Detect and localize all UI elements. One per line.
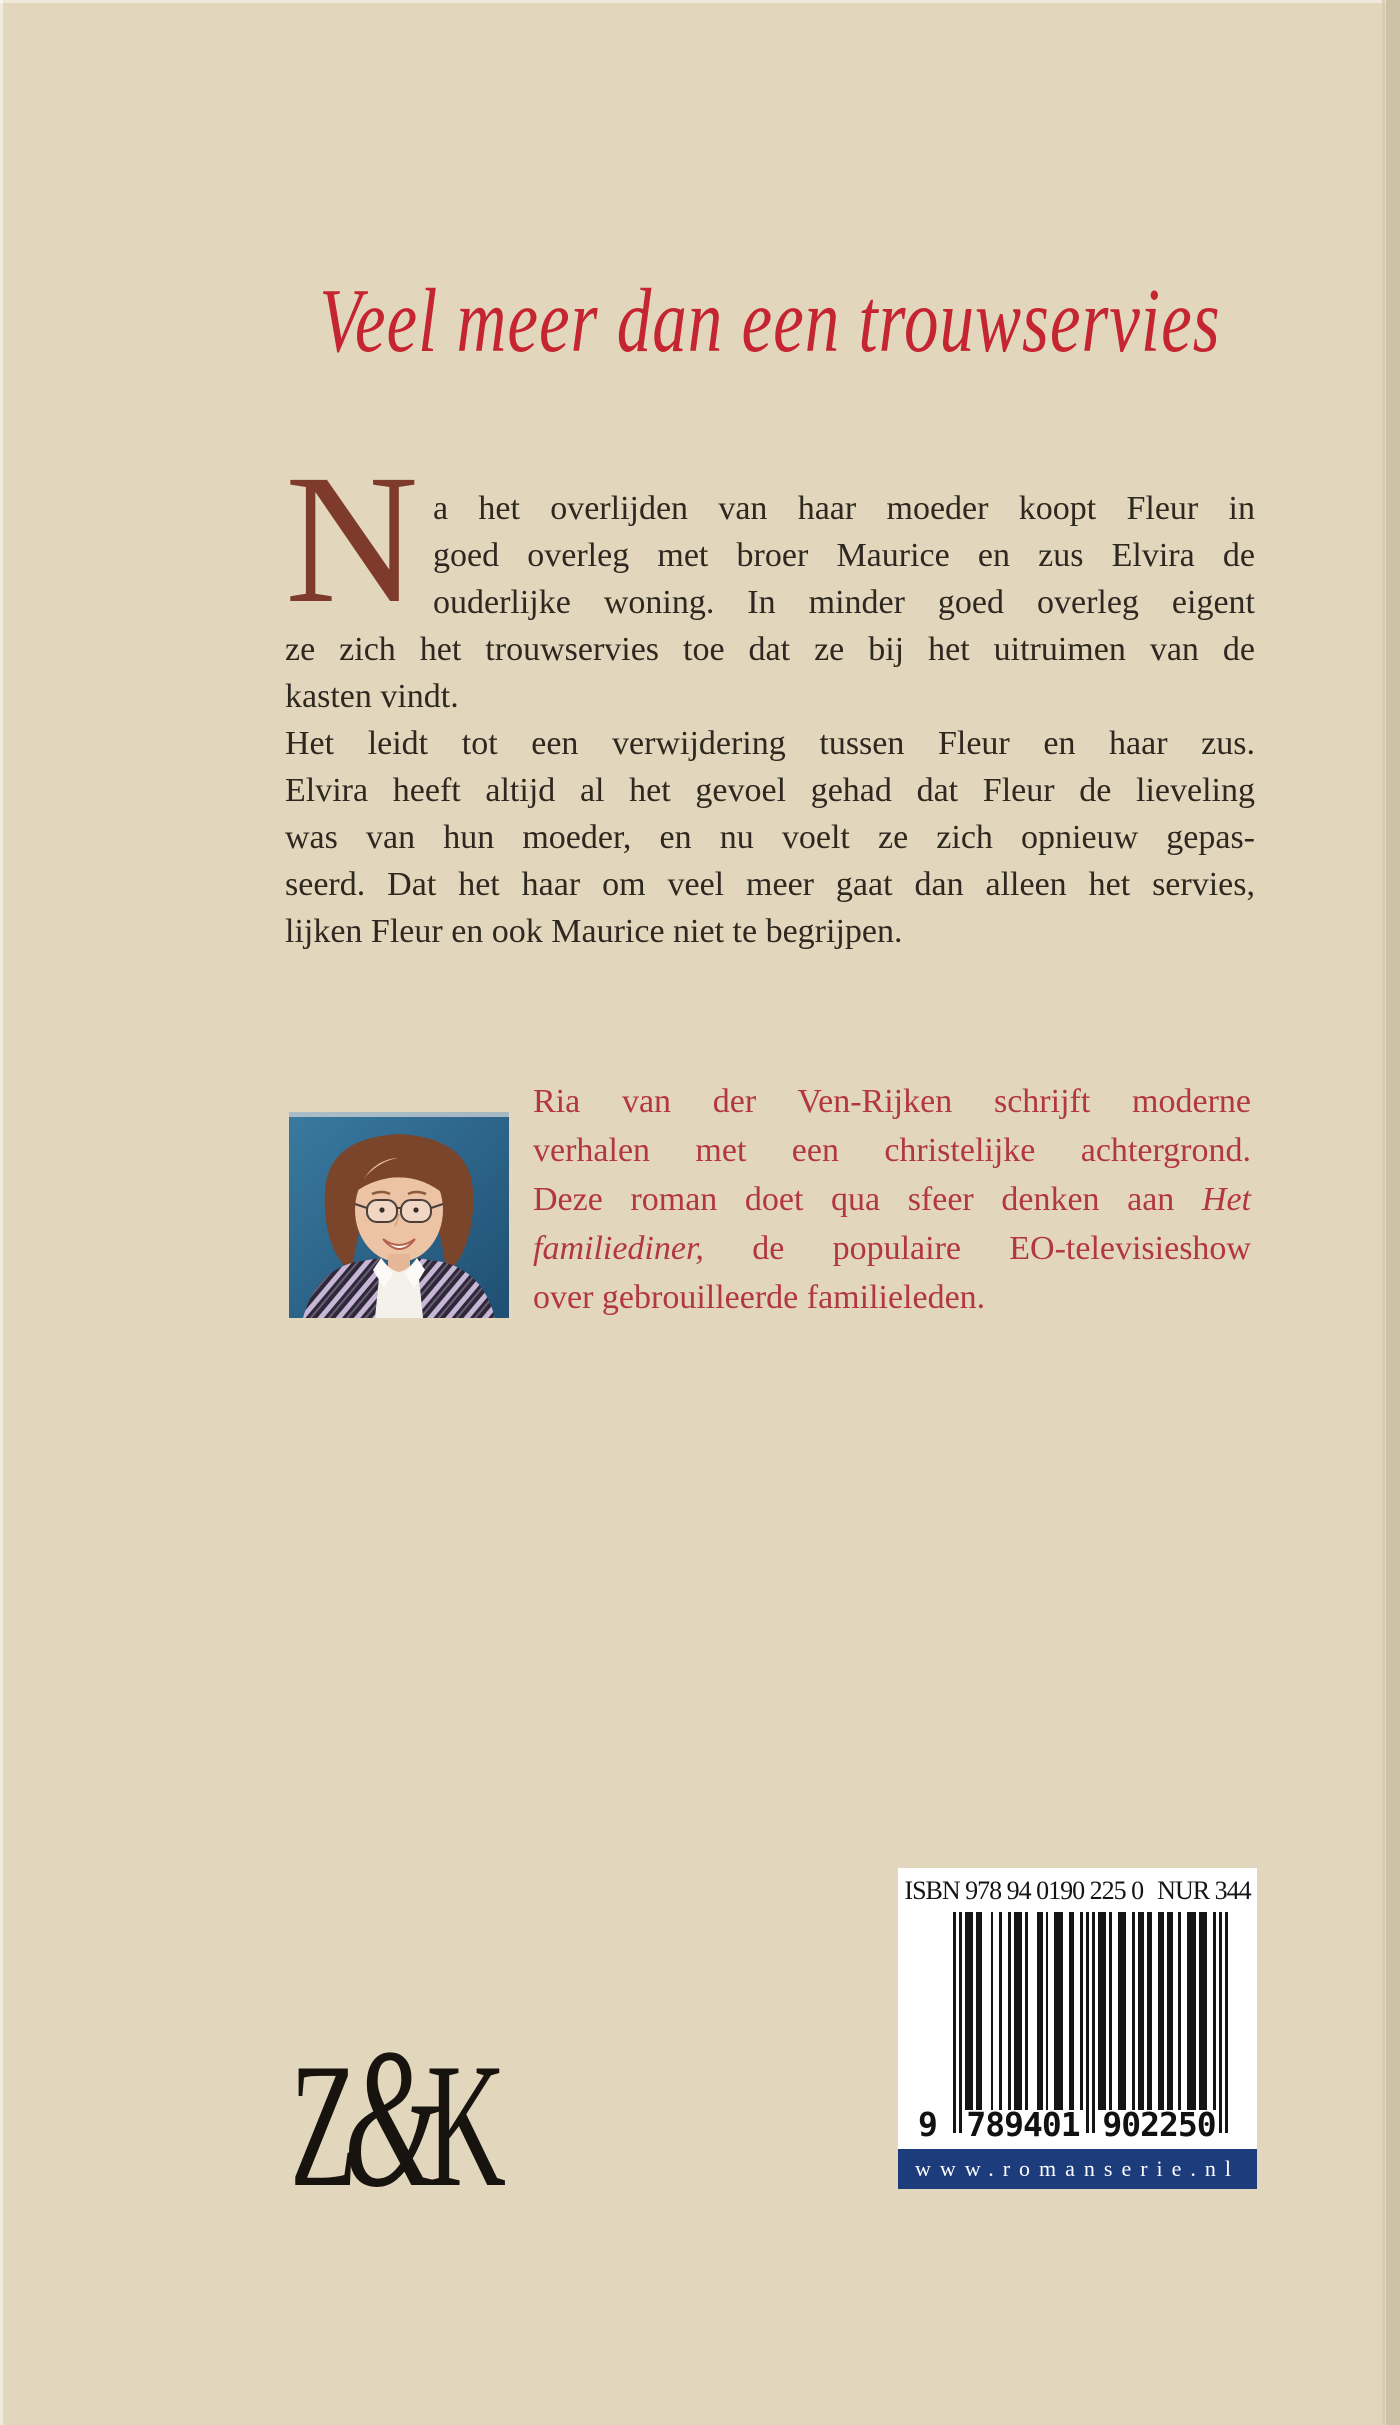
blurb-line: kasten vindt. xyxy=(285,678,459,715)
author-bio-line: verhalen met een christelijke achtergrond. xyxy=(533,1132,1251,1169)
blurb-line: goed overleg met broer Maurice en zus Elvira de xyxy=(433,537,1255,574)
page-edge-right-shadow xyxy=(1386,0,1400,2425)
website-url: www.romanserie.nl xyxy=(914,2156,1241,2181)
isbn-number: ISBN 978 94 0190 225 0 xyxy=(904,1876,1144,1905)
page-edge-top xyxy=(0,0,1400,3)
author-bio-line: familiediner, de populaire EO-televisieshow xyxy=(533,1230,1251,1267)
ean13-barcode xyxy=(953,1912,1228,2133)
blurb-line: Het leidt tot een verwijdering tussen Fleur en haar zus. xyxy=(285,725,1255,762)
page-edge-crease xyxy=(1382,0,1385,2425)
blurb-line: lijken Fleur en ook Maurice niet te begrijpen. xyxy=(285,913,903,950)
book-title: Veel meer dan een trouwservies xyxy=(319,270,1221,372)
page-edge-left xyxy=(0,0,3,2425)
isbn-box xyxy=(898,1868,1257,2189)
isbn-nur-line xyxy=(898,1876,1257,1906)
author-bio-line: Ria van der Ven-Rijken schrijft moderne xyxy=(533,1083,1251,1120)
blurb-paragraph xyxy=(285,485,1255,955)
blurb-line: Elvira heeft altijd al het gevoel gehad dat Fleur de lieveling xyxy=(285,772,1255,809)
logo-letter-k: K xyxy=(426,2026,499,2224)
author-bio-line: Deze roman doet qua sfeer denken aan Het xyxy=(533,1181,1251,1218)
publisher-logo xyxy=(290,2008,499,2229)
blurb-line: a het overlijden van haar moeder koopt Fleur in xyxy=(433,490,1255,527)
website-bar xyxy=(898,2149,1257,2189)
logo-letter-z: Z xyxy=(290,2026,350,2224)
barcode-digit-first: 9 xyxy=(918,2105,938,2144)
blurb-line: seerd. Dat het haar om veel meer gaat dan alleen het servies, xyxy=(285,866,1255,903)
barcode-digits-left: 789401 xyxy=(966,2105,1080,2144)
author-bio-line: over gebrouilleerde familieleden. xyxy=(533,1279,986,1316)
barcode-bar xyxy=(1225,1912,1228,2133)
blurb-dropcap: N xyxy=(285,437,419,642)
blurb-line: ouderlijke woning. In minder goed overleg eigent xyxy=(433,584,1255,621)
nur-number: NUR 344 xyxy=(1157,1876,1251,1905)
author-bio xyxy=(533,1077,1251,1322)
author-photo xyxy=(289,1112,509,1318)
blurb-line: ze zich het trouwservies toe dat ze bij het uitruimen van de xyxy=(285,631,1255,668)
blurb-line: was van hun moeder, en nu voelt ze zich opnieuw gepas- xyxy=(285,819,1255,856)
logo-ampersand: & xyxy=(343,2008,433,2229)
barcode-digits-right: 902250 xyxy=(1102,2105,1216,2144)
